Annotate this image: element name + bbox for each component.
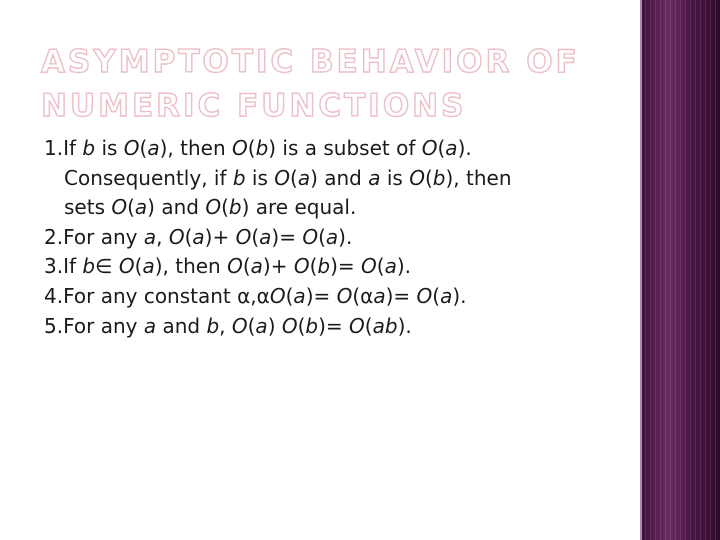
math-var: a [445, 136, 458, 160]
math-var: O [302, 224, 319, 249]
text-segment: ( [424, 165, 433, 190]
text-segment: ( [251, 224, 260, 249]
math-var: a [440, 283, 453, 308]
math-var: b [206, 313, 220, 338]
math-var: O [227, 254, 243, 279]
text-segment: ( [285, 283, 294, 308]
math-var: O [118, 254, 135, 279]
math-var: O [205, 195, 222, 220]
text-segment: (α [352, 283, 374, 308]
text-segment: and [156, 313, 207, 338]
text-segment: is [380, 165, 410, 190]
math-var: a [293, 283, 306, 308]
text-segment: ). [457, 136, 472, 160]
math-var: a [192, 224, 205, 249]
text-segment: If [63, 136, 83, 160]
text-segment: ) and [310, 165, 369, 190]
item-number: 4. [44, 283, 64, 308]
math-var: a [368, 165, 381, 190]
math-var: O [421, 136, 438, 160]
text-segment: ( [437, 136, 446, 160]
title-line-2: NUMERIC FUNCTIONS [41, 88, 467, 124]
math-var: a [142, 254, 155, 279]
item-number: 1. [44, 136, 64, 160]
title-line-1: ASYMPTOTIC BEHAVIOR OF [41, 44, 580, 80]
math-var: O [232, 136, 248, 160]
slide-body [44, 134, 634, 341]
math-var: O [235, 224, 252, 249]
math-var: O [123, 136, 140, 160]
math-var: a [143, 313, 157, 338]
math-var: O [336, 283, 353, 308]
list-item-1-continuation [44, 164, 634, 194]
item-number: 5. [44, 313, 64, 338]
math-var: O [409, 165, 425, 190]
text-segment: )= [271, 224, 303, 249]
math-var: O [231, 313, 248, 338]
text-segment: ( [376, 254, 385, 279]
text-segment: )= [318, 313, 350, 338]
text-segment: is [245, 165, 275, 190]
math-var: b [255, 136, 269, 160]
math-var: O [111, 195, 128, 220]
text-segment: ( [247, 313, 256, 338]
text-segment: )= [305, 283, 337, 308]
math-var: b [232, 165, 246, 190]
math-var: b [82, 136, 96, 160]
text-segment: , [156, 224, 169, 249]
math-var: O [269, 283, 286, 308]
list-item-5 [44, 312, 634, 342]
text-segment: ), then [159, 136, 232, 160]
math-var: a [297, 165, 311, 190]
math-var: b [305, 313, 319, 338]
math-var: a [143, 224, 157, 249]
text-segment: , [219, 313, 232, 338]
text-segment: ) [267, 313, 282, 338]
text-segment: ( [364, 313, 373, 338]
math-var: O [168, 224, 185, 249]
text-segment: If [63, 254, 83, 279]
text-segment: ( [247, 136, 256, 160]
text-segment: ( [134, 254, 143, 279]
math-var: a [250, 254, 263, 279]
math-var: O [274, 165, 291, 190]
text-segment: ( [318, 224, 326, 249]
text-segment: ) are equal. [241, 195, 357, 220]
text-segment: ∈ [95, 254, 119, 279]
text-segment: ) is a subset of [268, 136, 422, 160]
text-segment: For any constant α,α [63, 283, 270, 308]
text-segment: For any [63, 224, 144, 249]
text-segment: sets [64, 195, 112, 220]
text-segment: For any [63, 313, 144, 338]
text-segment: )+ [262, 254, 294, 279]
math-var: O [416, 283, 433, 308]
math-var: b [228, 195, 242, 220]
math-var: a [373, 283, 386, 308]
list-item-3 [44, 252, 634, 282]
math-var: a [325, 224, 339, 249]
math-var: a [134, 195, 148, 220]
math-var: O [349, 313, 365, 338]
math-var: b [317, 254, 331, 279]
text-segment: )= [330, 254, 362, 279]
text-segment: ). [397, 313, 412, 338]
text-segment: ( [309, 254, 318, 279]
text-segment: ), then [445, 165, 512, 190]
text-segment: )= [385, 283, 417, 308]
text-segment: is [95, 136, 124, 160]
text-segment: )+ [204, 224, 236, 249]
slide-title [41, 40, 601, 128]
text-segment: ( [242, 254, 251, 279]
text-segment: ( [290, 165, 298, 190]
item-number: 3. [44, 254, 64, 279]
math-var: b [82, 254, 96, 279]
math-var: O [293, 254, 310, 279]
math-var: ab [372, 313, 398, 338]
list-item-2 [44, 223, 634, 253]
text-segment: Consequently, if [64, 165, 233, 190]
decorative-side-band [640, 0, 720, 540]
text-segment: ( [432, 283, 441, 308]
list-item-4 [44, 282, 634, 312]
math-var: O [281, 313, 298, 338]
math-var: b [432, 165, 446, 190]
math-var: O [361, 254, 377, 279]
item-number: 2. [44, 224, 64, 249]
text-segment: ), then [154, 254, 228, 279]
text-segment: ). [396, 254, 412, 279]
math-var: a [255, 313, 268, 338]
text-segment: ( [184, 224, 193, 249]
text-segment: ( [297, 313, 306, 338]
text-segment: ). [452, 283, 467, 308]
text-segment: ( [221, 195, 229, 220]
text-segment: ( [127, 195, 135, 220]
math-var: a [259, 224, 272, 249]
math-var: a [384, 254, 397, 279]
math-var: a [147, 136, 160, 160]
list-item-1 [44, 134, 634, 164]
text-segment: ) and [147, 195, 206, 220]
text-segment: ). [338, 224, 353, 249]
list-item-1-continuation [44, 193, 634, 223]
text-segment: ( [139, 136, 148, 160]
